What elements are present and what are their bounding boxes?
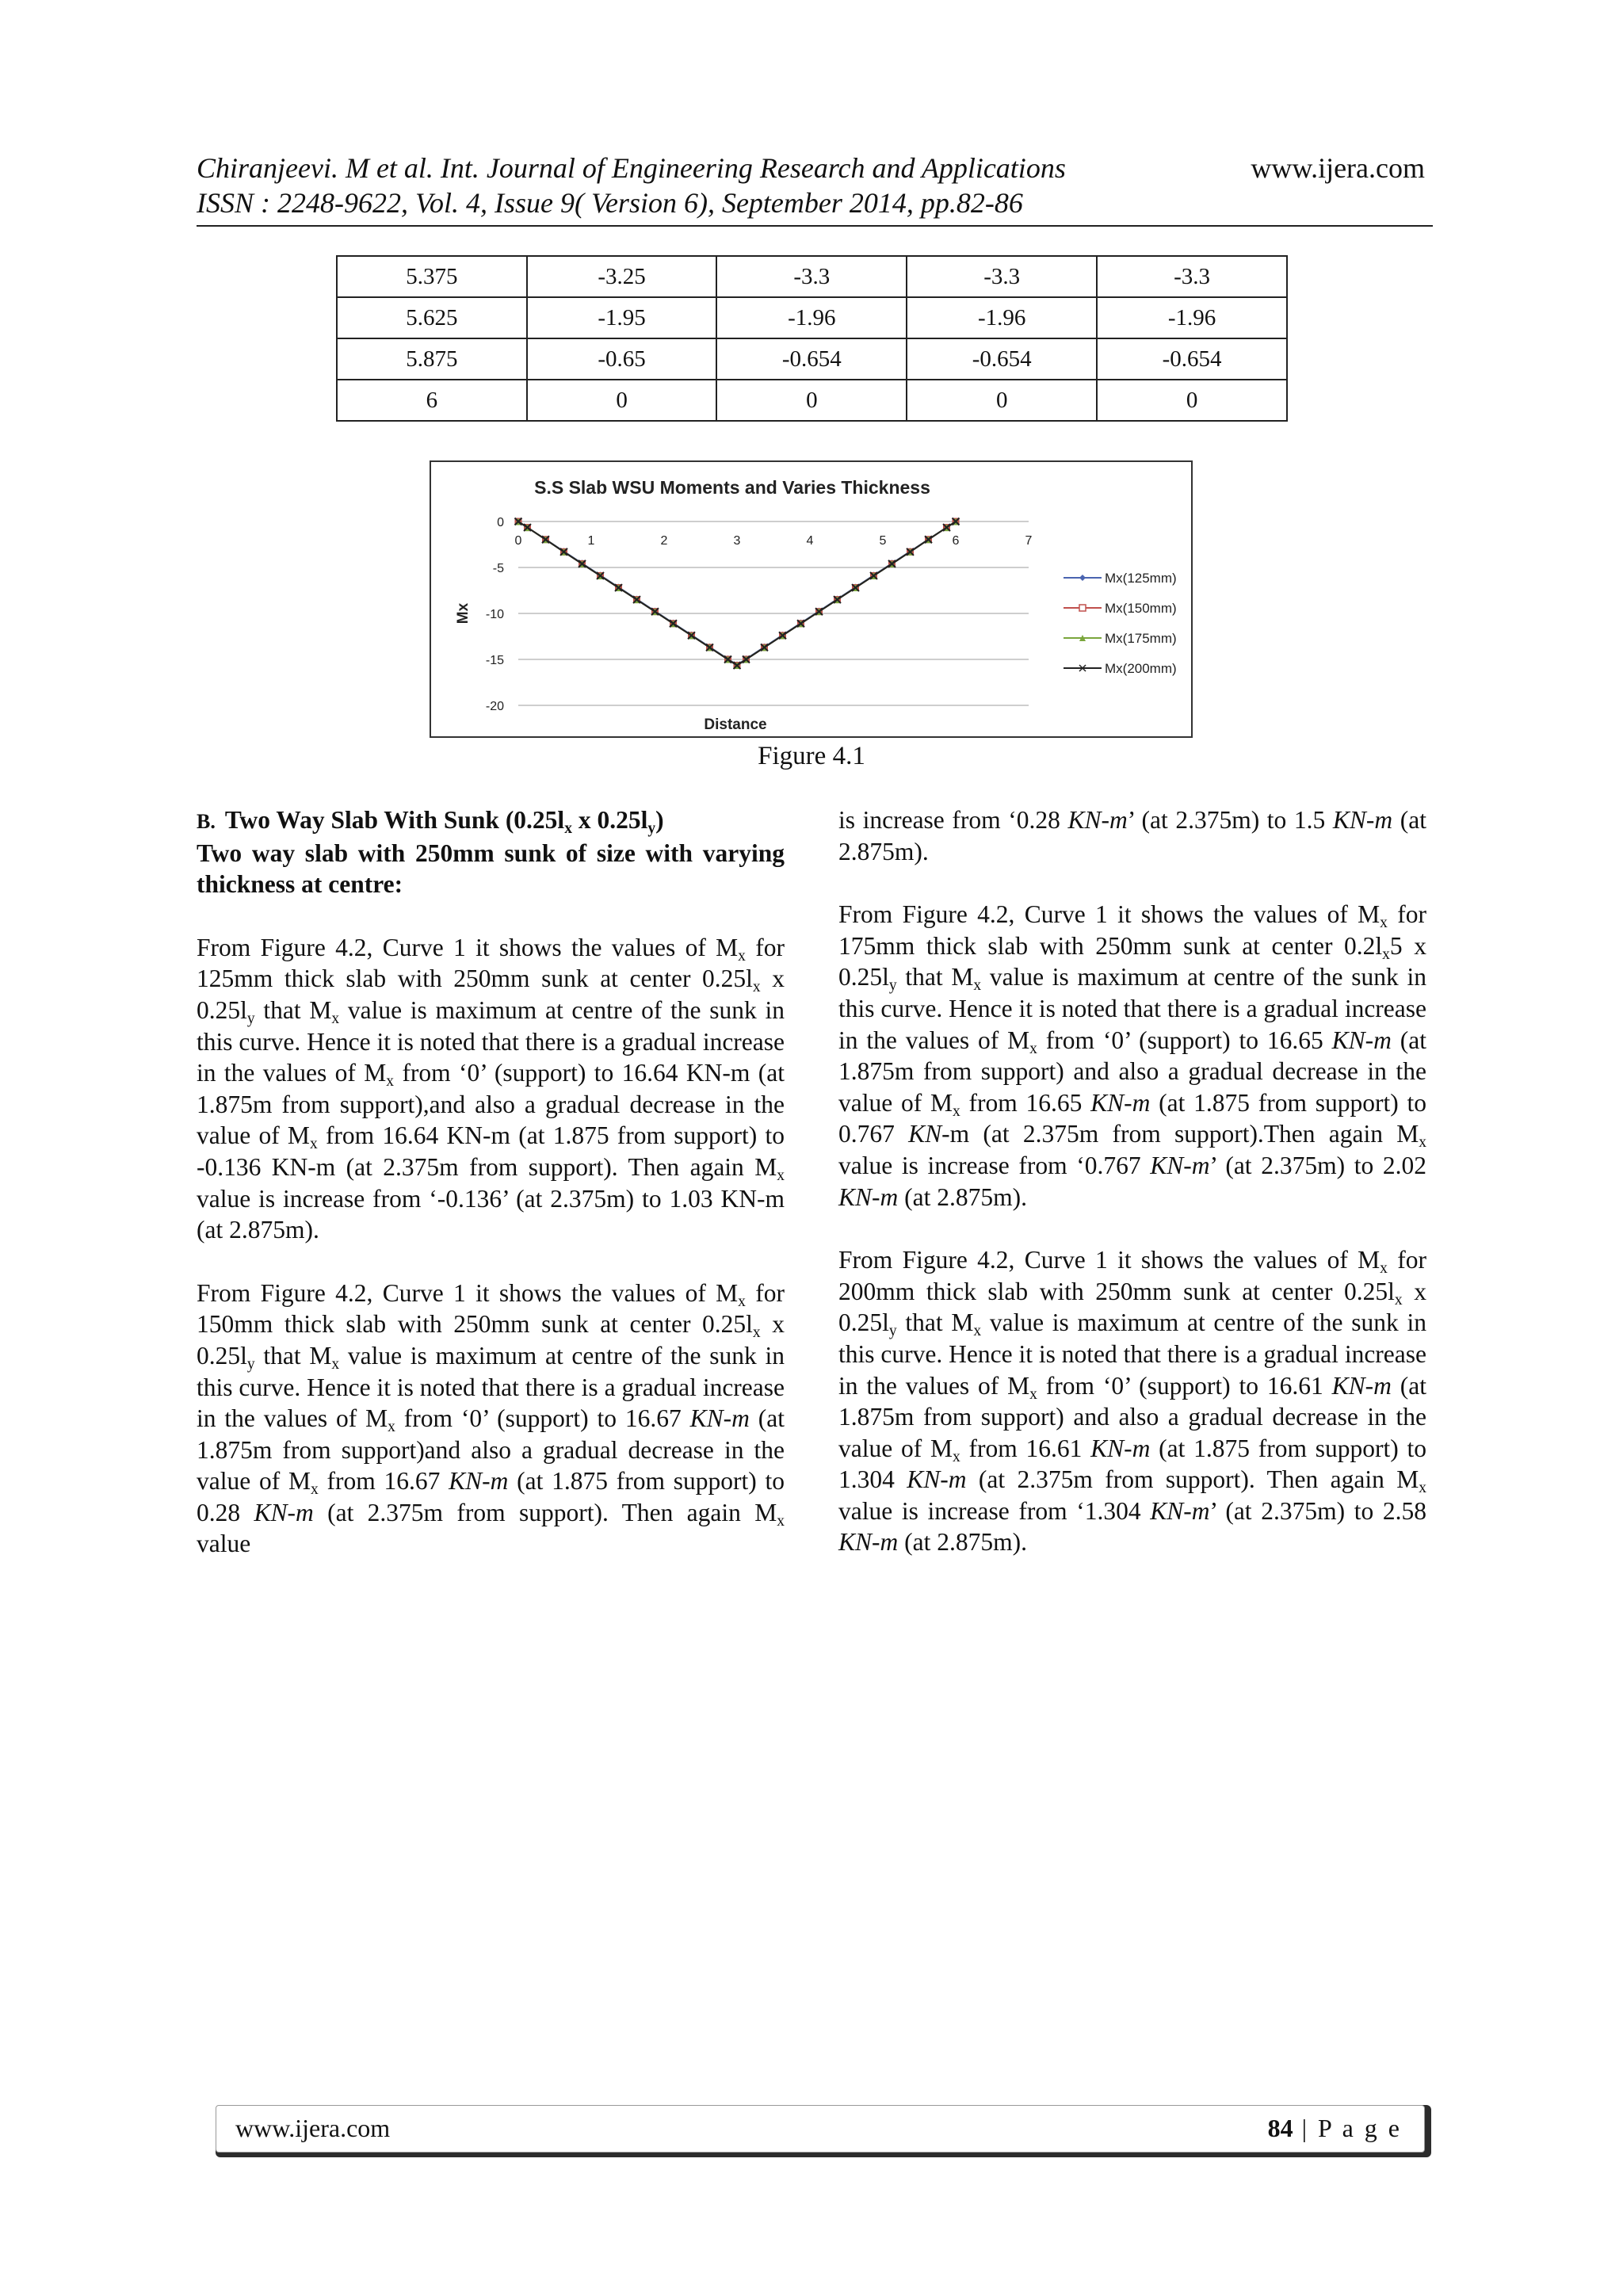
right-column	[838, 804, 1426, 1590]
x-tick-label: 5	[879, 534, 887, 548]
chart-svg	[431, 462, 1191, 736]
left-column	[197, 804, 785, 1560]
y-axis-label: Mx	[455, 602, 472, 625]
footer-site-link[interactable]: www.ijera.com	[235, 2114, 391, 2142]
figure-caption: Figure 4.1	[758, 742, 865, 770]
paragraph-175mm: From Figure 4.2, Curve 1 it shows the values of $M_x$ for 175mm thick slab with 250mm sunk at center $0.2l_x5$ x $0.25l_y$ that $M_x$ value is maximum at centre of the sunk in this curve. Hence it is noted that there is a gradual increase in the values of $M_x$ from ‘0’ (support) to 16.65 KN-m (at 1.875m from support) and also a gradual decrease in the value of $M_x$ from 16.65 KN-m (at 1.875 from support) to 0.767 KN-m (at 2.375m from support).Then again $M_x$ value is increase from ‘0.767 KN-m’ (at 2.375m) to 2.02 KN-m (at 2.875m).	[838, 900, 1427, 1211]
y-tick-label: 0	[497, 516, 504, 529]
x-tick-label: 1	[587, 534, 595, 548]
section-subheading: Two way slab with 250mm sunk of size with varying thickness at centre:	[197, 839, 785, 899]
table-row	[337, 297, 1287, 338]
table-row	[337, 338, 1287, 380]
table-cell: -1.96	[907, 297, 1097, 338]
page-number: 84 | P a g e	[1267, 2114, 1402, 2142]
x-tick-label: 7	[1025, 534, 1033, 548]
table-cell: -1.95	[527, 297, 717, 338]
table-cell: 0	[527, 380, 717, 421]
x-tick-label: 4	[806, 534, 814, 548]
legend-label: Mx(200mm)	[1105, 661, 1177, 676]
y-tick-label: -10	[485, 608, 504, 621]
section-heading: B. Two Way Slab With Sunk ($0.25l_x$ x $0.25l_y$)	[197, 806, 664, 837]
y-tick-label: -15	[485, 654, 504, 667]
table-cell: -3.3	[907, 256, 1097, 297]
paragraph-150mm: From Figure 4.2, Curve 1 it shows the values of $M_x$ for 150mm thick slab with 250mm sunk at center $0.25l_x$ x $0.25l_y$ that $M_x$ value is maximum at centre of the sunk in this curve. Hence it is noted that there is a gradual increase in the values of $M_x$ from ‘0’ (support) to 16.67 KN-m (at 1.875m from support)and also a gradual decrease in the value of $M_x$ from 16.67 KN-m (at 1.875 from support) to 0.28 KN-m (at 2.375m from support). Then again $M_x$ value	[197, 1278, 785, 1558]
x-tick-label: 3	[733, 534, 741, 548]
header-site-link[interactable]: www.ijera.com	[1251, 152, 1425, 184]
issn-line: ISSN : 2248-9622, Vol. 4, Issue 9( Version 6), September 2014, pp.82-86	[197, 187, 1023, 219]
table-cell: -1.96	[716, 297, 907, 338]
paragraph-200mm: From Figure 4.2, Curve 1 it shows the values of $M_x$ for 200mm thick slab with 250mm sunk at center $0.25l_x$ x $0.25l_y$ that $M_x$ value is maximum at centre of the sunk in this curve. Hence it is noted that there is a gradual increase in the values of $M_x$ from ‘0’ (support) to 16.61 KN-m (at 1.875m from support) and also a gradual decrease in the value of $M_x$ from 16.61 KN-m (at 1.875 from support) to 1.304 KN-m (at 2.375m from support). Then again $M_x$ value is increase from ‘1.304 KN-m’ (at 2.375m) to 2.58 KN-m (at 2.875m).	[838, 1246, 1427, 1557]
table-cell: 0	[1097, 380, 1287, 421]
table-cell: -0.65	[527, 338, 717, 380]
x-tick-label: 6	[952, 534, 960, 548]
table-cell: 0	[716, 380, 907, 421]
table-cell: 5.875	[337, 338, 527, 380]
x-axis-label: Distance	[704, 716, 767, 733]
table-cell: -3.3	[1097, 256, 1287, 297]
x-tick-label: 0	[514, 534, 522, 548]
paragraph-150mm-continued: is increase from ‘0.28 KN-m’ (at 2.375m) to 1.5 KN-m (at 2.875m).	[838, 806, 1427, 865]
moments-table	[336, 255, 1288, 422]
y-tick-label: -20	[485, 700, 504, 713]
section-letter: B.	[197, 810, 216, 833]
legend-label: Mx(175mm)	[1105, 631, 1177, 646]
legend-label: Mx(150mm)	[1105, 601, 1177, 616]
header-rule	[197, 225, 1433, 227]
x-tick-label: 2	[660, 534, 668, 548]
table-cell: -0.654	[716, 338, 907, 380]
chart-title: S.S Slab WSU Moments and Varies Thickness	[534, 477, 930, 498]
paragraph-125mm: From Figure 4.2, Curve 1 it shows the values of $M_x$ for 125mm thick slab with 250mm sunk at center $0.25l_x$ x $0.25l_y$ that $M_x$ value is maximum at centre of the sunk in this curve. Hence it is noted that there is a gradual increase in the values of $M_x$ from ‘0’ (support) to 16.64 KN-m (at 1.875m from support),and also a gradual decrease in the value of $M_x$ from 16.64 KN-m (at 1.875 from support) to -0.136 KN-m (at 2.375m from support). Then again $M_x$ value is increase from ‘-0.136’ (at 2.375m) to 1.03 KN-m (at 2.875m).	[197, 933, 785, 1244]
journal-citation: Chiranjeevi. M et al. Int. Journal of Engineering Research and Applications	[197, 152, 1066, 184]
table-row	[337, 256, 1287, 297]
table-cell: -3.3	[716, 256, 907, 297]
table-cell: 6	[337, 380, 527, 421]
figure-4-1-chart	[430, 460, 1193, 738]
table-row	[337, 380, 1287, 421]
table-cell: -3.25	[527, 256, 717, 297]
page-footer	[216, 2105, 1431, 2157]
table-cell: -1.96	[1097, 297, 1287, 338]
y-tick-label: -5	[492, 562, 504, 575]
legend-label: Mx(125mm)	[1105, 571, 1177, 586]
footer-bar	[216, 2105, 1425, 2153]
journal-line	[197, 151, 1433, 185]
legend-marker	[1079, 605, 1086, 611]
table-cell: -0.654	[1097, 338, 1287, 380]
table-cell: 5.625	[337, 297, 527, 338]
table-cell: 0	[907, 380, 1097, 421]
table-cell: 5.375	[337, 256, 527, 297]
running-header	[197, 151, 1433, 220]
table-cell: -0.654	[907, 338, 1097, 380]
legend-marker	[1079, 575, 1086, 581]
